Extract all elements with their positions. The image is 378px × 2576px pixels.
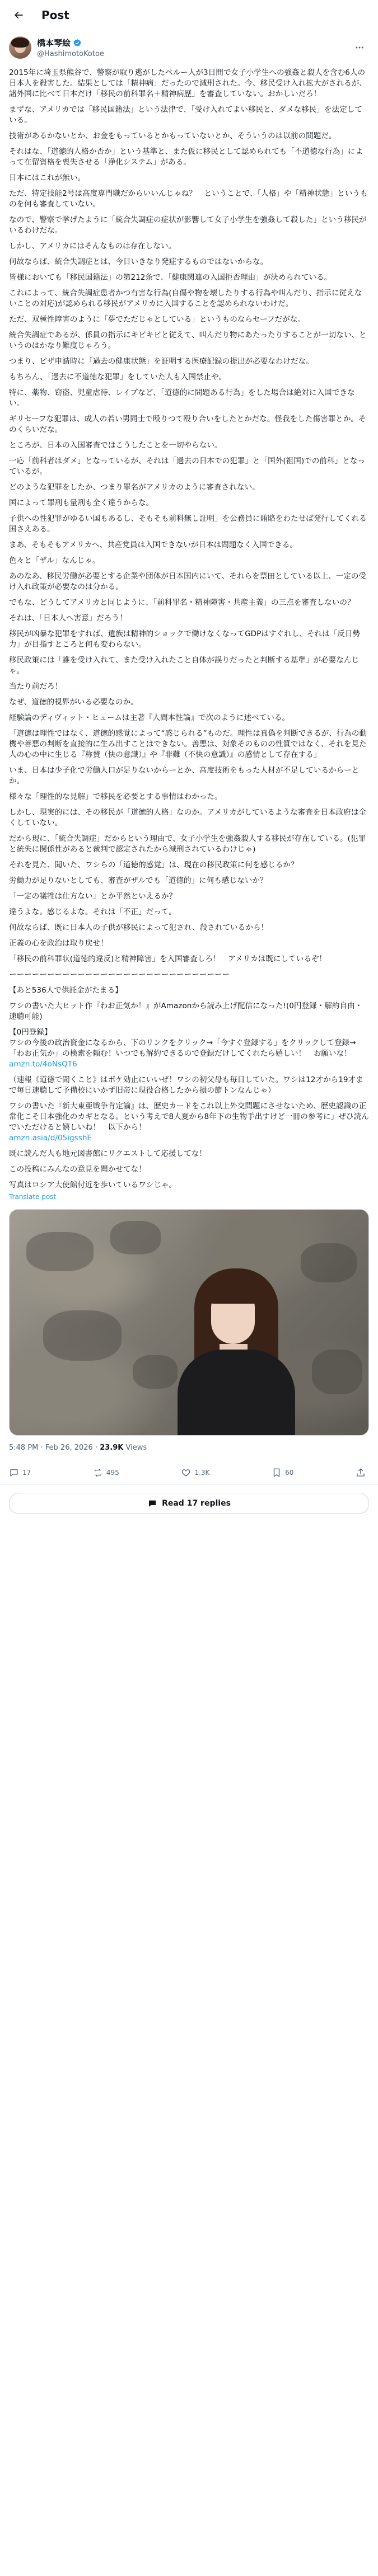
post-paragraph: 何故ならば、既に日本人の子供が移民によって犯され、殺されているから！ bbox=[9, 923, 269, 932]
post-paragraph: 2015年に埼玉県熊谷で、警察が取り逃がしたペルー人が3日間で女子小学生への強姦と殺人を含む6人の日本人を殺害した。結果としては「精神病」だったので減刑された。今、移民受け入れ拡大がされるが、諸外国に比べて日本だけ「移民の前科罪名＋精神病歴」を審査していない。おかしいだろ！ bbox=[9, 68, 367, 98]
author-row bbox=[0, 30, 378, 65]
like-count: 1.3K bbox=[194, 1468, 210, 1477]
post-paragraph: それは、「日本人へ害意」だろう！ bbox=[9, 614, 127, 623]
amazon-link-2[interactable]: amzn.asia/d/05igsshE bbox=[9, 1134, 92, 1143]
post-paragraph: それを見た、聞いた、ワシらの「道徳的感覚」は、現在の移民政策に何を感じるか？ bbox=[9, 861, 298, 869]
post-paragraph: それはな、「道徳的人格か否か」という基準と、また仮に移民として認められても「不道徳な行為」によって在留資格を喪失させる「浄化システム」がある。 bbox=[9, 147, 363, 167]
post-paragraph: 「道徳は理性ではなく、道徳的感覚によって“感じられる”ものだ。理性は真偽を判断できるが、行為の動機や善悪の判断を直接的に生み出すことはできない。善悪は、対象そのものの性質ではなく、それを見た人の心の中に生じる『称賛（快の意識）』や『非難（不快の意識）』の感情として存在する」 bbox=[9, 729, 367, 759]
page-title: Post bbox=[41, 8, 69, 22]
post-paragraph: 労働力が足りないとしても、審査がザルでも「道徳的」に何も感じないか？ bbox=[9, 876, 268, 885]
author-name[interactable]: 橋本琴絵 bbox=[37, 38, 71, 48]
post-paragraph: 移民が凶暴な犯罪をすれば、遺族は精神的ショックで働けなくなってGDPはすぐれし、それは「反日勢力」が目指すところと何も変わらない。 bbox=[9, 629, 361, 649]
promo-line: ワシの書いた『新大東亜戦争肯定論』は、歴史カードをこれ以上外交問題にさせないため、歴史認識の正常化こそ日本強化のカギとなる。という考えで8人夏から8年下の生物手出すけど一冊の参考に」ぜひ読んでいただけると嬉しいね！ 以下から！ bbox=[9, 1102, 369, 1132]
back-button[interactable] bbox=[9, 6, 28, 25]
post-paragraph: 移民政策には「誰を受け入れて、また受け入れたこと自体が誤りだったと判断する基準」が必要なんじゃ。 bbox=[9, 656, 360, 675]
promo-line: ワシの今後の政治資金になるから、下のリンクをクリック→「今すぐ登録する」をクリックして登録→「わお正気か」の検索を頼む！いつでも解約できるので登録だけしてくれたら嬉しい！ お願いな！ bbox=[9, 1038, 356, 1058]
post-paragraph: 皆様においても「移民国籍法」の第212条で、「健康関連の入国拒否理由」が決められている。 bbox=[9, 273, 332, 282]
chat-bubble-icon bbox=[147, 1498, 157, 1508]
repost-icon bbox=[93, 1468, 103, 1478]
repost-count: 495 bbox=[106, 1468, 119, 1477]
post-paragraph: まずな、アメリカでは「移民国籍法」という法律で、「受け入れてよい移民と、ダメな移民」を法定している。 bbox=[9, 105, 362, 125]
share-button[interactable] bbox=[356, 1468, 369, 1478]
author-handle[interactable]: @HashimotoKotoe bbox=[37, 50, 104, 58]
post-paragraph: 子供への性犯罪がゆるい国もあるし、そもそも前科無し証明」を公務員に賄賂をわたせば発行してくれる国さえある。 bbox=[9, 514, 367, 534]
author-info bbox=[37, 37, 350, 58]
post-header bbox=[0, 0, 378, 30]
avatar[interactable] bbox=[9, 36, 31, 59]
post-paragraph: 色々と「ザル」なんじゃ。 bbox=[9, 556, 100, 565]
amazon-link-1[interactable]: amzn.to/4oNsQT6 bbox=[9, 1060, 77, 1069]
post-paragraph: 国によって罪刑も量刑も全く違うからな。 bbox=[9, 499, 154, 507]
post-paragraph: でもな、どうしてアメリカと同じように、「前科罪名・精神障害・共産主義」の三点を審査しないの？ bbox=[9, 598, 355, 607]
post-paragraph: 経験論のディヴィット・ヒュームは主著『人間本性論』で次のように述べている。 bbox=[9, 713, 290, 722]
post-paragraph: あのなあ、移民労働が必要とする企業や団体が日本国内にいて、それらを票田としている以上、一定の受け入れ政策が必要なのは分かる。 bbox=[9, 572, 367, 591]
post-paragraph: なので、警察で挙げたように「統合失調症の症状が影響して女子小学生を強姦して殺した」という移民がいるわけだな。 bbox=[9, 215, 367, 235]
translate-post-link[interactable]: Translate post bbox=[9, 1193, 57, 1201]
back-arrow-icon bbox=[13, 10, 24, 21]
post-paragraph: まあ、そもそもアメリカへ、共産党員は入国できないが日本は問題なく入国できる。 bbox=[9, 540, 298, 549]
action-bar bbox=[0, 1460, 378, 1485]
bookmark-button[interactable] bbox=[272, 1468, 293, 1478]
post-paragraph: 正義の心を政治は取り戻せ！ bbox=[9, 939, 108, 948]
post-paragraph: 統合失調症であるが、係員の指示にキビキビと従えて、叫んだり物にあたったりすることが一切ない、というのはかなり難度じゃろう。 bbox=[9, 331, 367, 350]
read-replies-button[interactable] bbox=[9, 1493, 369, 1514]
post-paragraph: 当たり前だろ！ bbox=[9, 682, 63, 691]
bookmark-icon bbox=[272, 1468, 282, 1478]
promo-line: 【あと536人で供託金がたまる】 bbox=[9, 986, 123, 995]
verified-badge-icon bbox=[73, 39, 82, 48]
post-paragraph: なぜ、道徳的視界がいる必要なのか。 bbox=[9, 698, 138, 707]
post-body bbox=[0, 65, 378, 1202]
post-paragraph: もちろん、「過去に不道徳な犯罪」をしていた人も入国禁止や。 bbox=[9, 373, 226, 382]
more-icon bbox=[354, 43, 365, 53]
post-paragraph: 一応「前科者はダメ」となっているが、それは「過去の日本での犯罪」と「国外(祖国)での前科」となっているが。 bbox=[9, 457, 365, 476]
post-paragraph: だから現に、「統合失調症」だからという理由で、女子小学生を強姦殺人する移民が存在している。(犯罪と統失に関係性があると裁判で認定されたから減刑されているわけじゃ) bbox=[9, 834, 366, 854]
post-photo[interactable] bbox=[9, 1209, 369, 1436]
post-meta bbox=[0, 1436, 378, 1460]
post-paragraph: ーーーーーーーーーーーーーーーーーーーーーーーーーーーーー bbox=[9, 970, 230, 979]
meta-separator: · bbox=[92, 1444, 100, 1452]
post-timestamp[interactable]: 5:48 PM · Feb 26, 2026 bbox=[9, 1444, 93, 1452]
bookmark-count: 60 bbox=[285, 1468, 294, 1477]
repost-button[interactable] bbox=[93, 1468, 119, 1478]
post-paragraph: 日本にはこれが無い。 bbox=[9, 173, 85, 182]
post-paragraphs bbox=[9, 68, 369, 980]
promo-line: （速報《道徳で聞くこと》はポケ効止にいいぜ！ワシの初父母も毎日していた。ワシは12才から19才まで毎日速聴して予備校にいかず旧帝に現役合格したから損の節トンなんじゃ） bbox=[9, 1075, 363, 1095]
reply-button[interactable] bbox=[9, 1468, 31, 1478]
post-paragraph: 様々な「理性的な見解」で移民を必要とする事情はわかった。 bbox=[9, 792, 222, 801]
read-replies-label: Read 17 replies bbox=[162, 1499, 231, 1508]
post-paragraph: ギリセーフな犯罪は、成人の若い男同士で殴りつて殴り合いをしたとかだな。怪我をした傷害罪とか。そのくらいだな。 bbox=[9, 415, 366, 434]
post-paragraph: 「一定の犠牲は仕方ない」とか平然といえるか？ bbox=[9, 892, 177, 901]
reply-count: 17 bbox=[22, 1468, 31, 1477]
post-paragraph: ところが、日本の入国審査ではこうしたことを一切やらない。 bbox=[9, 441, 222, 450]
closing-line: 既に読んだ人も地元図書館にリクエストして応援してな！ bbox=[9, 1149, 207, 1158]
like-button[interactable] bbox=[181, 1468, 209, 1478]
closing-line: 写真はロシア大使館付近を歩いているワシじゃ。 bbox=[9, 1181, 177, 1190]
post-paragraph: どのような犯罪をしたか、つまり罪名がアメリカのように審査されない。 bbox=[9, 483, 260, 492]
views-label: Views bbox=[123, 1444, 147, 1452]
promo-line: ワシの書いた大ヒット作『わお正気か！』がAmazonから読み上げ配信になった!(0円登録・解約自由・速聴可能) bbox=[9, 1002, 363, 1021]
more-options-button[interactable] bbox=[350, 38, 369, 57]
reply-icon bbox=[9, 1468, 19, 1478]
share-icon bbox=[356, 1468, 366, 1478]
post-paragraph: いま、日本は少子化で労働人口が足りないからーとか、高度技術をもった人材が不足しているからーとか。 bbox=[9, 766, 360, 786]
like-icon bbox=[181, 1468, 191, 1478]
post-paragraph: ただ、特定技能2号は高度専門職だからいいんじゃね？ ということで、「人格」や「精神状態」というものを何も審査していない。 bbox=[9, 189, 368, 209]
post-paragraph: しかし、現実的には、その移民が「道徳的人格」なのか。アメリカがしているような審査を日本政府は全くしていない。 bbox=[9, 808, 366, 828]
view-count: 23.9K bbox=[100, 1444, 124, 1452]
post-paragraph: しかし、アメリカにはそんなものは存在しない。 bbox=[9, 242, 176, 251]
post-paragraph: 何故ならば、統合失調症とは、今日いきなり発症するものではないからな。 bbox=[9, 257, 268, 266]
post-paragraph: 技術があるかないとか、お金をもっているとかもっていないとか、そういうのは以前の問題だ。 bbox=[9, 131, 337, 140]
closing-line: この投稿にみんなの意見を聞かせてな！ bbox=[9, 1165, 146, 1174]
post-paragraph: 違うよな。感じるよな。それは「不正」だって。 bbox=[9, 908, 176, 916]
promo-line: 【0円登録】 bbox=[9, 1028, 52, 1037]
post-paragraph: 「移民の前科罪状(道徳的違反)と精神障害」を入国審査しろ！ アメリカは既にしているぞ！ bbox=[9, 955, 326, 963]
post-paragraph: つまり、ビザ申請時に「過去の健康状態」を証明する医療記録の提出が必要なわけだな。 bbox=[9, 357, 314, 366]
post-paragraph: これによって、統合失調症患者かつ有害な行為(自傷や物を壊したりする行為や叫んだり、指示に従えないことの対応)が認められる移民がアメリカに入国することを認められないわけだ。 bbox=[9, 289, 362, 308]
post-paragraph: ただ、双極性障害のように「夢でただじゃとしている」というものならセーフだがな。 bbox=[9, 315, 305, 324]
post-paragraph: 特に、薬物、窃盗、児童虐待、レイプなど、「道徳的に問題ある行為」をした場合は絶対に入国できない。 bbox=[9, 388, 355, 408]
